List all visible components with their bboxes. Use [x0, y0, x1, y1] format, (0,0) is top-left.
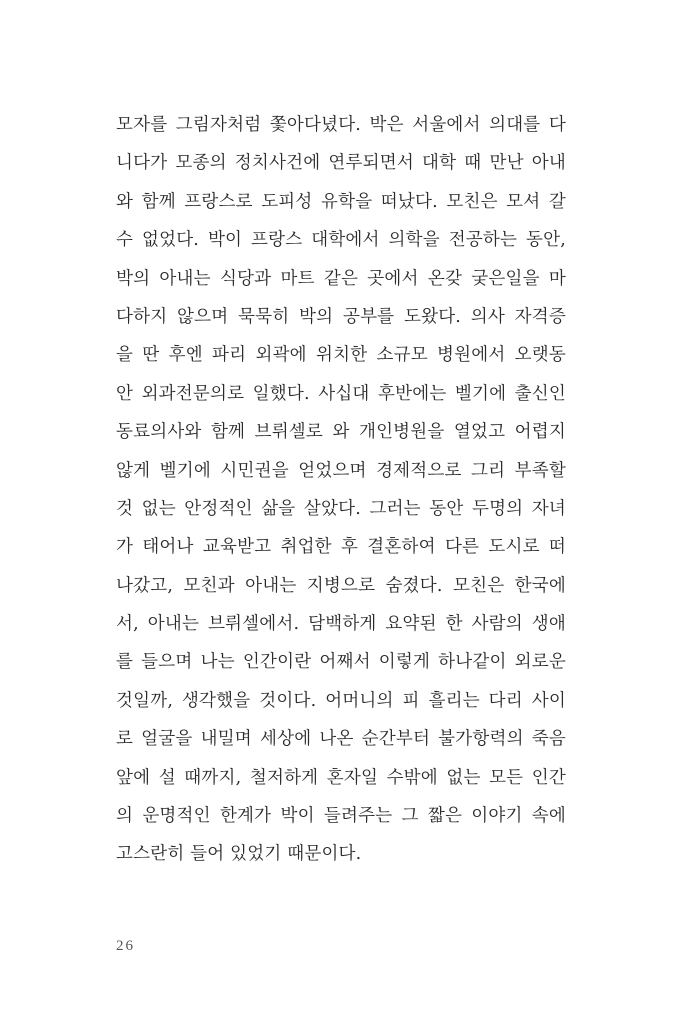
body-text	[116, 106, 566, 874]
page-number: 26	[116, 938, 135, 954]
text-line: 와 함께 프랑스로 도피성 유학을 떠났다. 모친은 모셔 갈	[116, 191, 566, 212]
text-line: 것일까, 생각했을 것이다. 어머니의 피 흘리는 다리 사이	[116, 690, 566, 711]
text-line: 의 운명적인 한계가 박이 들려주는 그 짧은 이야기 속에	[116, 806, 566, 827]
text-line: 다하지 않으며 묵묵히 박의 공부를 도왔다. 의사 자격증	[116, 306, 566, 327]
text-line: 서, 아내는 브뤼셀에서. 담백하게 요약된 한 사람의 생애	[116, 614, 566, 635]
text-line: 않게 벨기에 시민권을 얻었으며 경제적으로 그리 부족할	[116, 460, 566, 481]
text-line: 것 없는 안정적인 삶을 살았다. 그러는 동안 두명의 자녀	[116, 498, 566, 519]
text-line: 가 태어나 교육받고 취업한 후 결혼하여 다른 도시로 떠	[116, 537, 566, 558]
text-line: 수 없었다. 박이 프랑스 대학에서 의학을 전공하는 동안,	[116, 230, 566, 251]
text-line: 동료의사와 함께 브뤼셀로 와 개인병원을 열었고 어렵지	[116, 422, 566, 443]
text-line: 니다가 모종의 정치사건에 연루되면서 대학 때 만난 아내	[116, 153, 566, 174]
text-line: 안 외과전문의로 일했다. 사십대 후반에는 벨기에 출신인	[116, 383, 566, 404]
text-line: 박의 아내는 식당과 마트 같은 곳에서 온갖 궂은일을 마	[116, 268, 566, 289]
text-line: 를 들으며 나는 인간이란 어째서 이렇게 하나같이 외로운	[116, 652, 566, 673]
text-line: 앞에 설 때까지, 철저하게 혼자일 수밖에 없는 모든 인간	[116, 767, 566, 788]
text-line: 모자를 그림자처럼 쫓아다녔다. 박은 서울에서 의대를 다	[116, 115, 566, 135]
text-line: 을 딴 후엔 파리 외곽에 위치한 소규모 병원에서 오랫동	[116, 345, 566, 366]
text-line: 나갔고, 모친과 아내는 지병으로 숨졌다. 모친은 한국에	[116, 575, 566, 596]
text-line: 고스란히 들어 있었기 때문이다.	[116, 844, 362, 865]
text-line: 로 얼굴을 내밀며 세상에 나온 순간부터 불가항력의 죽음	[116, 729, 566, 750]
